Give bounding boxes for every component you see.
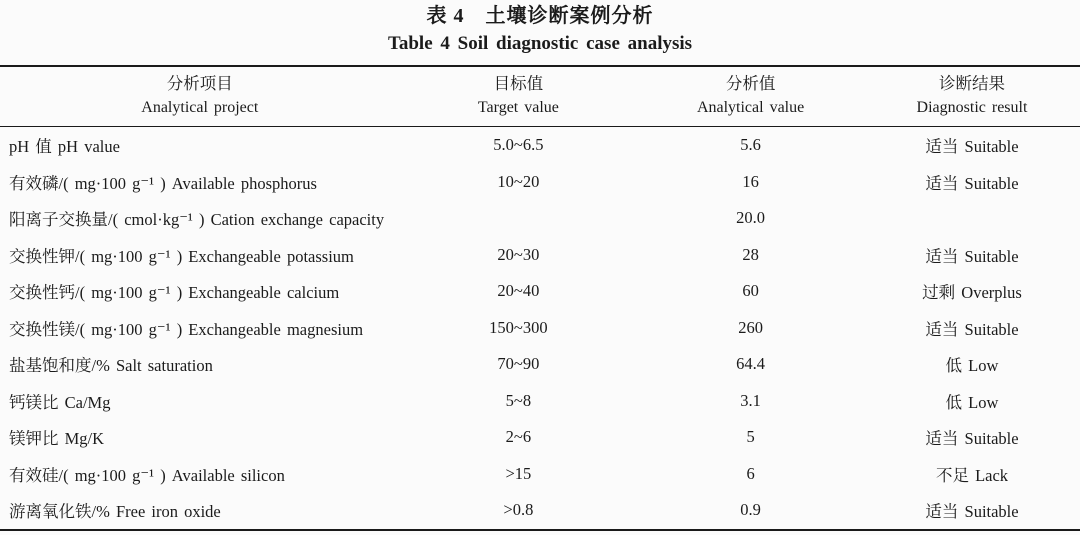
cell-project: 交换性钙/( mg·100 g⁻¹ ) Exchangeable calcium bbox=[9, 283, 340, 303]
cell-target-value: 70~90 bbox=[497, 354, 540, 374]
column-header-analytical-project bbox=[0, 66, 400, 127]
column-header-en: Target value bbox=[477, 99, 559, 116]
cell-project: 阳离子交换量/( cmol·kg⁻¹ ) Cation exchange capacity bbox=[9, 210, 385, 230]
cell-diagnostic-result: 适当 Suitable bbox=[925, 137, 1019, 157]
cell-target-value: 10~20 bbox=[497, 171, 540, 191]
column-header-zh: 分析项目 bbox=[166, 74, 233, 93]
table-row bbox=[0, 237, 1080, 274]
cell-analytical-value: 3.1 bbox=[740, 390, 761, 410]
cell-analytical-value: 0.9 bbox=[740, 500, 761, 520]
table-row bbox=[0, 164, 1080, 201]
column-header-diagnostic-result bbox=[864, 66, 1080, 127]
table-title-en: Table 4 Soil diagnostic case analysis bbox=[387, 33, 693, 54]
column-header-en: Analytical value bbox=[696, 99, 805, 116]
cell-diagnostic-result: 适当 Suitable bbox=[925, 429, 1019, 449]
cell-target-value: 150~300 bbox=[489, 317, 548, 337]
column-header-zh: 目标值 bbox=[493, 74, 544, 93]
cell-diagnostic-result: 低 Low bbox=[945, 356, 999, 376]
column-header-analytical-value bbox=[637, 66, 864, 127]
cell-target-value bbox=[400, 200, 638, 237]
cell-diagnostic-result: 过剩 Overplus bbox=[922, 283, 1022, 303]
paper-page bbox=[0, 3, 1080, 535]
cell-project: 盐基饱和度/% Salt saturation bbox=[9, 356, 213, 376]
table-row bbox=[0, 419, 1080, 456]
cell-target-value: >0.8 bbox=[503, 500, 534, 520]
table-row bbox=[0, 456, 1080, 493]
soil-diagnostic-table bbox=[0, 65, 1080, 531]
cell-diagnostic-result: 适当 Suitable bbox=[925, 319, 1019, 339]
column-header-zh: 分析值 bbox=[725, 74, 776, 93]
table-row bbox=[0, 127, 1080, 164]
column-header-zh: 诊断结果 bbox=[938, 74, 1005, 93]
column-header-target-value bbox=[400, 66, 638, 127]
table-row bbox=[0, 383, 1080, 420]
cell-analytical-value: 28 bbox=[742, 244, 759, 264]
table-row bbox=[0, 200, 1080, 237]
cell-analytical-value: 16 bbox=[742, 171, 759, 191]
table-row bbox=[0, 273, 1080, 310]
cell-project: 交换性钾/( mg·100 g⁻¹ ) Exchangeable potassium bbox=[9, 246, 354, 266]
cell-analytical-value: 5.6 bbox=[740, 135, 761, 155]
column-header-en: Diagnostic result bbox=[916, 99, 1028, 116]
cell-project: 有效硅/( mg·100 g⁻¹ ) Available silicon bbox=[9, 465, 285, 485]
cell-target-value: 2~6 bbox=[505, 427, 532, 447]
cell-target-value: 5.0~6.5 bbox=[493, 135, 544, 155]
cell-project: 镁钾比 Mg/K bbox=[9, 429, 105, 449]
cell-diagnostic-result: 低 Low bbox=[945, 392, 999, 412]
cell-target-value: 20~30 bbox=[497, 244, 540, 264]
cell-analytical-value: 260 bbox=[738, 317, 763, 337]
cell-analytical-value: 5 bbox=[746, 427, 755, 447]
cell-diagnostic-result: 适当 Suitable bbox=[925, 502, 1019, 522]
cell-project: pH 值 pH value bbox=[9, 137, 120, 157]
table-row bbox=[0, 346, 1080, 383]
header-row bbox=[0, 66, 1080, 127]
cell-project: 有效磷/( mg·100 g⁻¹ ) Available phosphorus bbox=[9, 173, 317, 193]
cell-target-value: >15 bbox=[505, 463, 532, 483]
column-header-en: Analytical project bbox=[141, 99, 259, 116]
cell-diagnostic-result: 不足 Lack bbox=[935, 465, 1009, 485]
cell-target-value: 5~8 bbox=[505, 390, 532, 410]
table-row bbox=[0, 492, 1080, 530]
cell-analytical-value: 64.4 bbox=[736, 354, 766, 374]
cell-analytical-value: 6 bbox=[746, 463, 755, 483]
cell-project: 交换性镁/( mg·100 g⁻¹ ) Exchangeable magnesium bbox=[9, 319, 364, 339]
table-row bbox=[0, 310, 1080, 347]
cell-diagnostic-result: 适当 Suitable bbox=[925, 173, 1019, 193]
cell-project: 游离氧化铁/% Free iron oxide bbox=[9, 502, 221, 522]
cell-project: 钙镁比 Ca/Mg bbox=[9, 392, 111, 412]
cell-target-value: 20~40 bbox=[497, 281, 540, 301]
cell-analytical-value: 20.0 bbox=[736, 208, 766, 228]
cell-diagnostic-result bbox=[864, 200, 1080, 237]
cell-analytical-value: 60 bbox=[742, 281, 759, 301]
table-title-zh: 表 4 土壤诊断案例分析 bbox=[426, 5, 654, 27]
cell-diagnostic-result: 适当 Suitable bbox=[925, 246, 1019, 266]
